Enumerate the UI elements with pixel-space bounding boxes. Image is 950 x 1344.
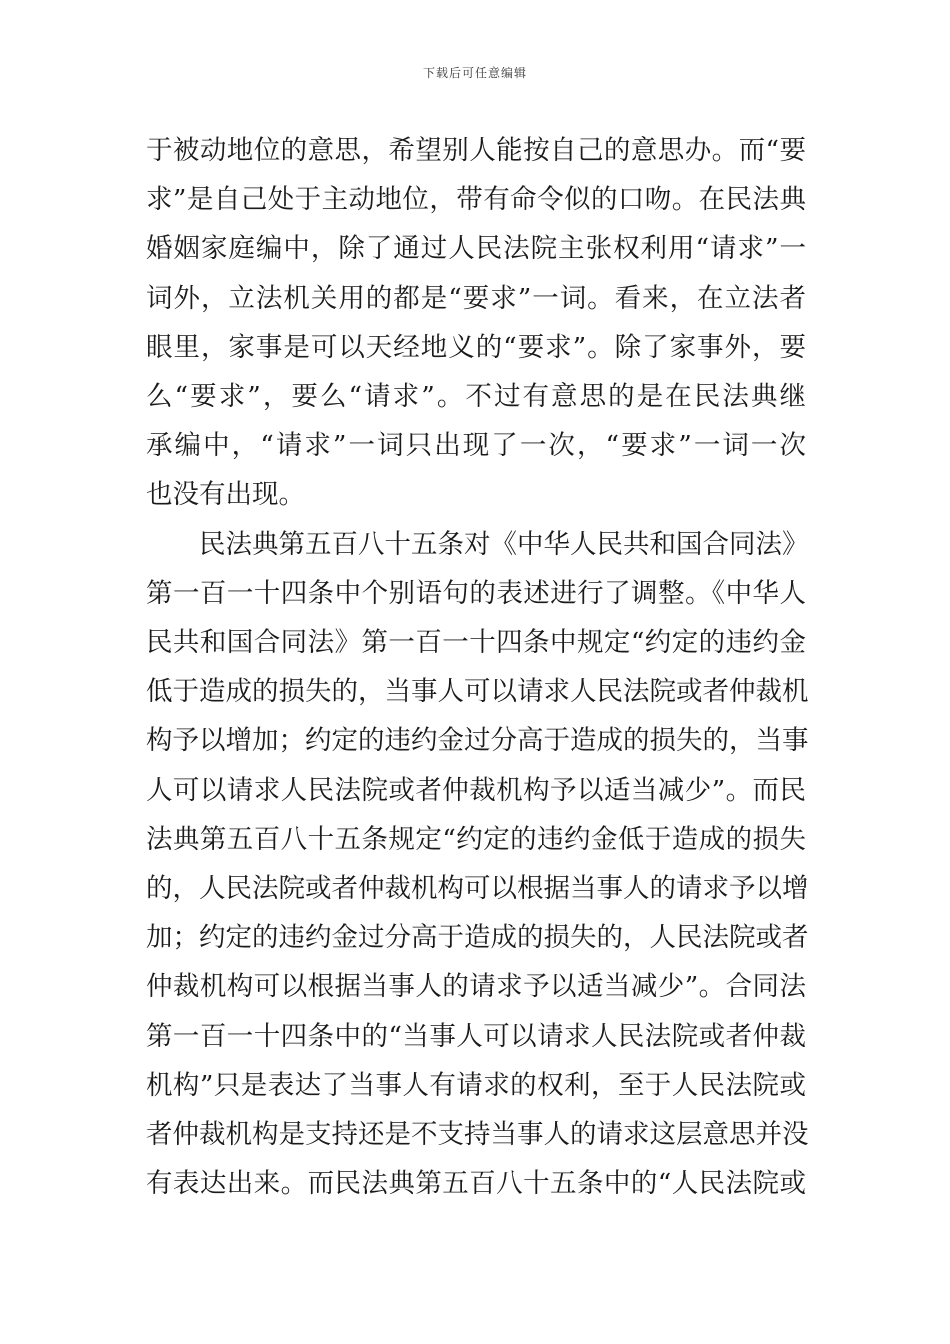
text-line: 构予以增加；约定的违约金过分高于造成的损失的，当事 — [146, 725, 809, 757]
page-header: 下载后可任意编辑 — [422, 66, 527, 80]
paragraph-2 — [146, 520, 809, 1209]
text-line: 加；约定的违约金过分高于造成的损失的，人民法院或者 — [146, 922, 809, 954]
text-line: 也没有出现。 — [146, 479, 305, 511]
text-line: 婚姻家庭编中，除了通过人民法院主张权利用“请求”一 — [146, 233, 806, 265]
text-line: 第一百一十四条中的“当事人可以请求人民法院或者仲裁 — [146, 1020, 806, 1052]
text-line: 法典第五百八十五条规定“约定的违约金低于造成的损失 — [146, 823, 806, 855]
text-line: 民法典第五百八十五条对《中华人民共和国合同法》 — [199, 528, 809, 560]
text-line: 第一百一十四条中个别语句的表述进行了调整。《中华人 — [146, 577, 806, 609]
text-line: 么“要求”，要么“请求”。不过有意思的是在民法典继 — [146, 381, 806, 413]
paragraph-1 — [146, 126, 806, 520]
text-line: 有表达出来。而民法典第五百八十五条中的“人民法院或 — [146, 1168, 806, 1200]
text-line: 低于造成的损失的，当事人可以请求人民法院或者仲裁机 — [146, 676, 809, 708]
text-line: 机构”只是表达了当事人有请求的权利，至于人民法院或 — [146, 1069, 806, 1101]
text-line: 求”是自己处于主动地位，带有命令似的口吻。在民法典 — [146, 184, 806, 216]
document-body — [146, 126, 809, 1208]
text-line: 者仲裁机构是支持还是不支持当事人的请求这层意思并没 — [146, 1119, 809, 1151]
text-line: 词外，立法机关用的都是“要求”一词。看来，在立法者 — [146, 282, 806, 314]
text-line: 人可以请求人民法院或者仲裁机构予以适当减少”。而民 — [146, 774, 806, 806]
text-line: 的，人民法院或者仲裁机构可以根据当事人的请求予以增 — [146, 873, 809, 905]
text-line: 仲裁机构可以根据当事人的请求予以适当减少”。合同法 — [146, 971, 806, 1003]
text-line: 眼里，家事是可以天经地义的“要求”。除了家事外，要 — [146, 331, 806, 363]
text-line: 于被动地位的意思，希望别人能按自己的意思办。而“要 — [146, 135, 806, 166]
text-line: 承编中，“请求”一词只出现了一次，“要求”一词一次 — [146, 430, 806, 462]
text-line: 民共和国合同法》第一百一十四条中规定“约定的违约金 — [146, 627, 806, 659]
